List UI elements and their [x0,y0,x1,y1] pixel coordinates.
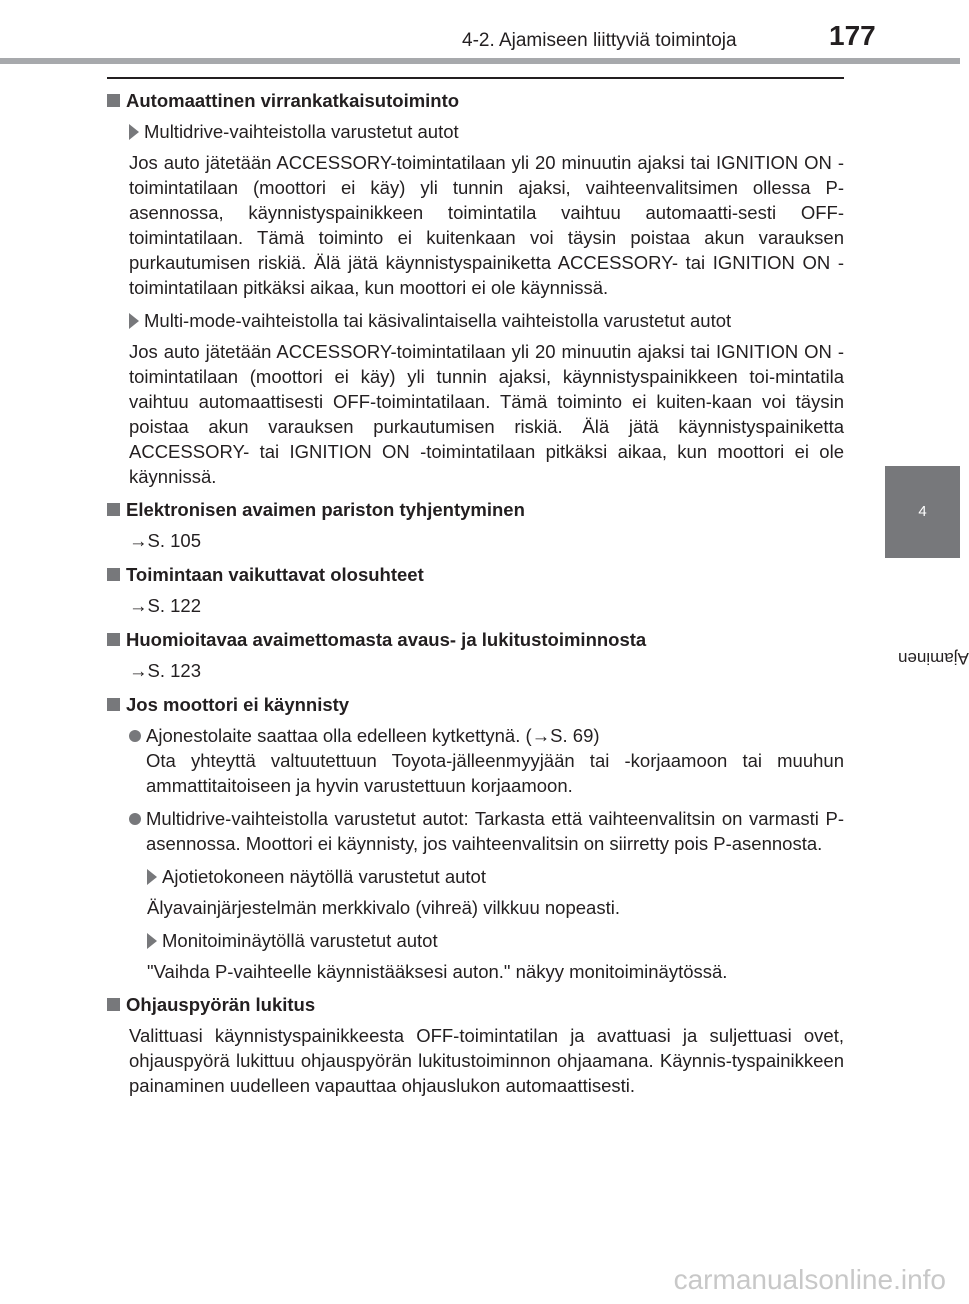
header-bar [0,58,960,64]
triangle-bullet-icon [147,933,157,949]
subheading-text: Ajotietokoneen näytöllä varustetut autot [162,866,486,887]
page-content [107,88,844,1106]
square-bullet-icon [107,94,120,107]
page-reference: →S. 122 [129,595,201,616]
triangle-bullet-icon [129,124,139,140]
section-heading [107,497,844,522]
section-heading [107,627,844,652]
section-title: Automaattinen virrankatkaisutoiminto [126,90,460,111]
circle-bullet-icon [129,730,141,742]
square-bullet-icon [107,698,120,711]
watermark: carmanualsonline.info [673,1264,946,1295]
section-title: Jos moottori ei käynnisty [126,694,350,715]
subheading [147,864,844,889]
bullet-item [129,806,844,856]
subheading-text: Multi-mode-vaihteistolla tai käsivalintaisella vaihteistolla varustetut autot [144,310,732,331]
square-bullet-icon [107,503,120,516]
square-bullet-icon [107,998,120,1011]
section-title: Toimintaan vaikuttavat olosuhteet [126,564,424,585]
section-title: Elektronisen avaimen pariston tyhjentyminen [126,499,525,520]
chapter-label-text: Ajaminen [898,649,969,668]
subheading-text: Multidrive-vaihteistolla varustetut autot [144,121,459,142]
subheading-text: Monitoiminäytöllä varustetut autot [162,930,438,951]
chapter-tab: 4 [885,466,960,558]
subheading [129,308,844,333]
page-reference: →S. 123 [129,660,201,681]
bullet-text: Ota yhteyttä valtuutettuun Toyota-jälleenmyyjään tai -korjaamoon tai muuhun ammattitaitoiseen ja hyvin varustettuun korjaamoon. [146,750,844,796]
page-number: 177 [829,20,876,51]
bullet-text: Multidrive-vaihteistolla varustetut autot: Tarkasta että vaihteenvalitsin on varmasti P-asennossa. Moottori ei käynnisty, jos vaihteenvalitsin on siirretty pois P-asennosta. [146,808,844,854]
paragraph: Valittuasi käynnistyspainikkeesta OFF-toimintatilan ja avattuasi ja suljettuasi ovet, ohjauspyörä lukittuu ohjauspyörän lukitustoiminnon ohjaamana. Käynnis-tyspainikkeen painaminen uudelleen vapauttaa ohjauslukon automaattisesti. [129,1025,844,1096]
bullet-text: Ajonestolaite saattaa olla edelleen kytkettynä. (→S. 69) [146,725,600,746]
circle-bullet-icon [129,813,141,825]
square-bullet-icon [107,568,120,581]
paragraph: "Vaihda P-vaihteelle käynnistääksesi auton." näkyy monitoiminäytössä. [147,961,728,982]
paragraph: Älyavainjärjestelmän merkkivalo (vihreä) vilkkuu nopeasti. [147,897,620,918]
subheading [129,119,844,144]
chapter-label [898,568,969,678]
paragraph: Jos auto jätetään ACCESSORY-toimintatilaan yli 20 minuutin ajaksi tai IGNITION ON -toimintatilaan (moottori ei käy) yli tunnin ajaksi, käynnistyspainikkeen toi-mintatila vaihtuu automaattisesti OFF-toimintatilaan. Tämä toiminto ei kuiten-kaan voi täysin poistaa akun varauksen purkautumisen riskiä. Älä jätä käynnistyspainiketta ACCESSORY- tai IGNITION ON -toimintatilaan pitkäksi aikaa, kun moottori ei ole käynnissä. [129,341,844,487]
triangle-bullet-icon [147,869,157,885]
bullet-item [129,723,844,798]
paragraph: Jos auto jätetään ACCESSORY-toimintatilaan yli 20 minuutin ajaksi tai IGNITION ON -toimintatilaan (moottori ei käy) yli tunnin ajaksi, vaihteenvalitsimen ollessa P-asennossa, käynnistyspainikkeen toimintatila vaihtuu automaatti-sesti OFF-toimintatilaan. Tämä toiminto ei kuitenkaan voi täysin poistaa akun varauksen purkautumisen riskiä. Älä jätä käynnistyspainiketta ACCESSORY- tai IGNITION ON -toimintatilaan pitkäksi aikaa, kun moottori ei ole käynnissä. [129,152,844,298]
triangle-bullet-icon [129,313,139,329]
section-heading [107,562,844,587]
section-title: Huomioitavaa avaimettomasta avaus- ja lukitustoiminnosta [126,629,647,650]
page-reference: →S. 105 [129,530,201,551]
section-title: Ohjauspyörän lukitus [126,994,316,1015]
section-heading [107,692,844,717]
header-section-title: 4-2. Ajamiseen liittyviä toimintoja [462,30,737,51]
subheading [147,928,844,953]
top-rule [107,77,844,79]
section-heading [107,992,844,1017]
section-heading [107,88,844,113]
square-bullet-icon [107,633,120,646]
